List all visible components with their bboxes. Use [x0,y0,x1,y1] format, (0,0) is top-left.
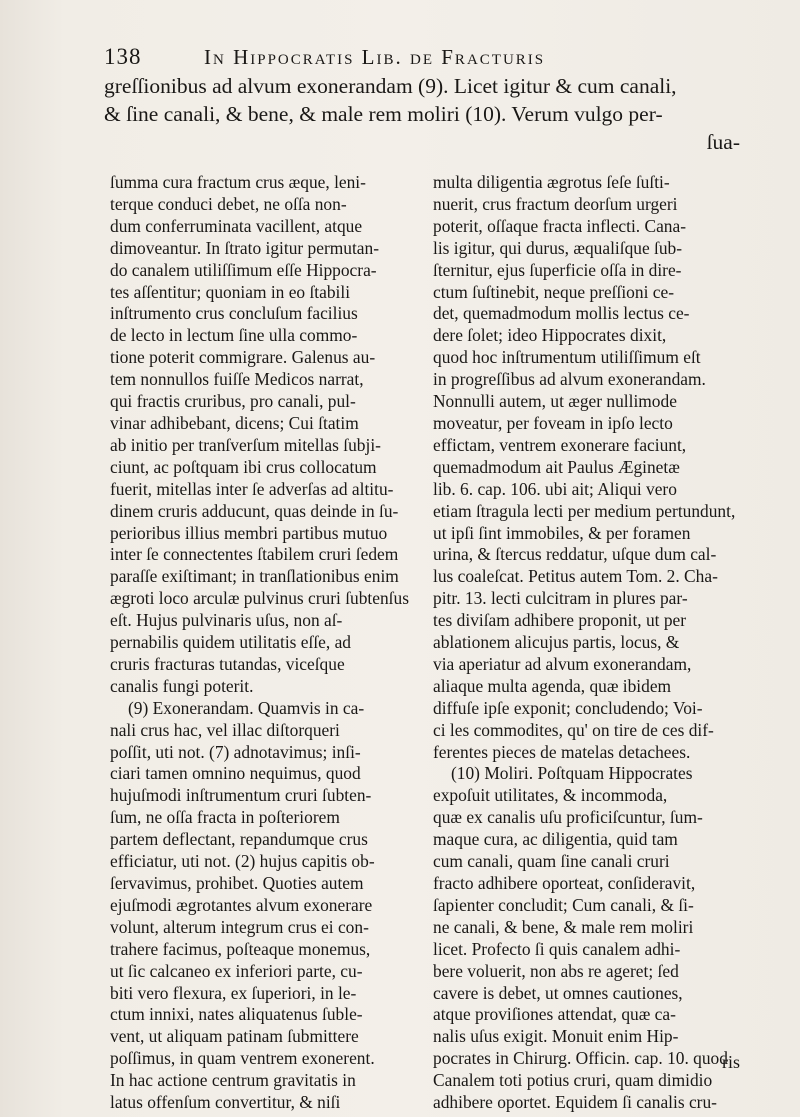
text-line: pocrates in Chirurg. Officin. cap. 10. quod [433,1048,728,1069]
text-line: ciari tamen omnino nequimus, quod [110,763,361,784]
text-line: partem deflectant, repandumque crus [110,829,368,850]
text-line: ablationem alicujus partis, locus, & [433,632,680,653]
text-line: (9) Exonerandam. Quamvis in ca- [128,697,365,718]
text-line: cruris fracturas tutandas, viceſque [110,653,345,674]
text-line: de lecto in lectum ſine ulla commo- [110,325,358,346]
text-line: ut ſic calcaneo ex inferiori parte, cu- [110,960,363,981]
text-line: qui fractis cruribus, pro canali, pul- [110,391,356,412]
text-line: poſſit, uti not. (7) adnotavimus; inſi- [110,741,361,762]
text-line: efficiatur, uti not. (2) hujus capitis ob- [110,851,375,872]
text-line: inſtrumento crus concluſum facilius [110,303,358,324]
text-line: tem nonnullos fuiſſe Medicos narrat, [110,369,364,390]
text-line: ſumma cura fractum crus æque, leni- [110,172,366,192]
text-line: ctum ſuſtinebit, neque preſſioni ce- [433,281,674,302]
text-line: tes diviſam adhibere proponit, ut per [433,610,687,631]
text-line: tes aſſentitur; quoniam in eo ſtabili [110,281,351,302]
text-line: Canalem toti potius cruri, quam dimidio [433,1070,713,1091]
text-line: vent, ut aliquam patinam ſubmittere [110,1026,359,1047]
text-line: hujuſmodi inſtrumentum cruri ſubten- [110,785,372,806]
text-line: quemadmodum ait Paulus Æginetæ [433,456,680,477]
text-line: canalis fungi poterit. [110,675,254,696]
text-line: tione poterit commigrare. Galenus au- [110,347,376,368]
text-line: expoſuit utilitates, & incommoda, [433,785,668,806]
left-column [110,172,415,1114]
text-line: ſternitur, ejus ſuperficie oſſa in dire- [433,259,682,280]
text-line: urina, & ſtercus reddatur, uſque dum cal- [433,544,717,565]
text-line: lib. 6. cap. 106. ubi ait; Aliqui vero [433,478,677,499]
text-line: ejuſmodi ægrotantes alvum exonerare [110,894,373,915]
text-line: effictam, ventrem exonerare faciunt, [433,434,687,455]
running-head [104,44,744,72]
text-line: pitr. 13. lecti culcitram in plures par- [433,588,688,609]
text-line: dere ſolet; ideo Hippocrates dixit, [433,325,667,346]
text-line: ne canali, & bene, & male rem moliri [433,916,694,937]
text-line: volunt, alterum integrum crus ei con- [110,916,369,937]
text-line: nuerit, crus fractum deorſum urgeri [433,193,678,214]
text-line: vinar adhibebant, dicens; Cui ſtatim [110,412,359,433]
text-line: ut ipſi ſint immobiles, & per foramen [433,522,691,543]
text-line: dum conferruminata vacillent, atque [110,215,363,236]
text-line: aliaque multa agenda, quæ ibidem [433,675,672,696]
text-line: ab initio per tranſverſum mitellas ſubji- [110,434,381,455]
text-line: dinem cruris adducunt, quas deinde in ſu- [110,500,399,521]
catchword: ris [722,1052,740,1072]
text-line: cum canali, quam ſine canali cruri [433,851,670,872]
text-line: pernabilis quidem utilitatis eſſe, ad [110,632,351,653]
text-line: Nonnulli autem, ut æger nullimode [433,391,677,412]
text-line: dimoveantur. In ſtrato igitur permutan- [110,237,380,258]
text-line: nalis uſus exigit. Monuit enim Hip- [433,1026,679,1047]
text-line: poſſimus, in quam ventrem exonerent. [110,1048,375,1069]
text-line: in progreſſibus ad alvum exonerandam. [433,369,706,390]
text-line: terque conduci debet, ne oſſa non- [110,193,347,214]
text-line: licet. Profecto ſi quis canalem adhi- [433,938,681,959]
intro-paragraph [104,72,744,156]
text-line: paraſſe exiſtimant; in tranſlationibus enim [110,566,399,587]
text-line: etiam ſtragula lecti per medium pertundunt, [433,500,736,521]
text-line: & ſine canali, & bene, & male rem moliri (10). Verum vulgo per- [104,102,663,126]
text-line: ægroti loco arculæ pulvinus cruri ſubtenſus [110,588,409,609]
text-line: do canalem utiliſſimum eſſe Hippocra- [110,259,377,280]
text-line: cavere is debet, ut omnes cautiones, [433,982,683,1003]
text-line: ci les commodites, qu' on tire de ces dif- [433,719,714,740]
text-line: ctum innixi, nates aliquatenus ſuble- [110,1004,363,1025]
text-line: multa diligentia ægrotus ſeſe ſuſti- [433,172,670,192]
text-line: quod hoc inſtrumentum utiliſſimum eſt [433,347,701,368]
text-line: det, quemadmodum mollis lectus ce- [433,303,690,324]
text-line: ferentes pieces de matelas detachees. [433,741,691,762]
text-line: quæ ex canalis uſu proficiſcuntur, ſum- [433,807,703,828]
text-line: adhibere oportet. Equidem ſi canalis cru- [433,1092,717,1113]
text-line: lus coaleſcat. Petitus autem Tom. 2. Cha- [433,566,718,587]
text-line: ciunt, ac poſtquam ibi crus collocatum [110,456,377,477]
text-line: greſſionibus ad alvum exonerandam (9). Licet igitur & cum canali, [104,74,677,98]
text-line: ſervavimus, prohibet. Quoties autem [110,873,364,893]
text-line: fracto adhibere oporteat, conſideravit, [433,873,696,893]
page-number: 138 [104,44,142,69]
text-line: lis igitur, qui durus, æqualiſque ſub- [433,237,683,258]
text-line: trahere facimus, poſteaque monemus, [110,938,371,959]
text-line: ſum, ne oſſa fracta in poſteriorem [110,807,340,828]
text-line: maque cura, ac diligentia, quid tam [433,829,678,850]
right-column [433,172,743,1114]
text-line: ſapienter concludit; Cum canali, & ſi- [433,894,694,915]
text-line: via aperiatur ad alvum exonerandam, [433,653,692,674]
text-line: bere voluerit, non abs re ageret; ſed [433,960,679,981]
text-line: inter ſe connectentes ſtabilem cruri ſedem [110,544,399,565]
text-line: In hac actione centrum gravitatis in [110,1070,356,1091]
running-title: In Hippocratis Lib. de Fracturis [204,45,546,69]
text-line: eſt. Hujus pulvinaris uſus, non aſ- [110,610,343,631]
text-line: perioribus illius membri partibus mutuo [110,522,388,543]
text-line: diffuſe ipſe exponit; concludendo; Voi- [433,697,703,718]
text-line: latus offenſum convertitur, & niſi [110,1092,341,1113]
text-line: biti vero flexura, ex ſuperiori, in le- [110,982,357,1003]
text-line: poterit, oſſaque fracta inflecti. Cana- [433,215,687,236]
text-line: moveatur, per foveam in ipſo lecto [433,412,673,433]
text-line: fuerit, mitellas inter ſe adverſas ad altitu- [110,478,394,499]
text-line: ſua- [706,130,740,154]
text-line: nali crus hac, vel illac diſtorqueri [110,719,340,740]
text-line: (10) Moliri. Poſtquam Hippocrates [451,763,693,784]
text-line: atque proviſiones attendat, quæ ca- [433,1004,676,1025]
